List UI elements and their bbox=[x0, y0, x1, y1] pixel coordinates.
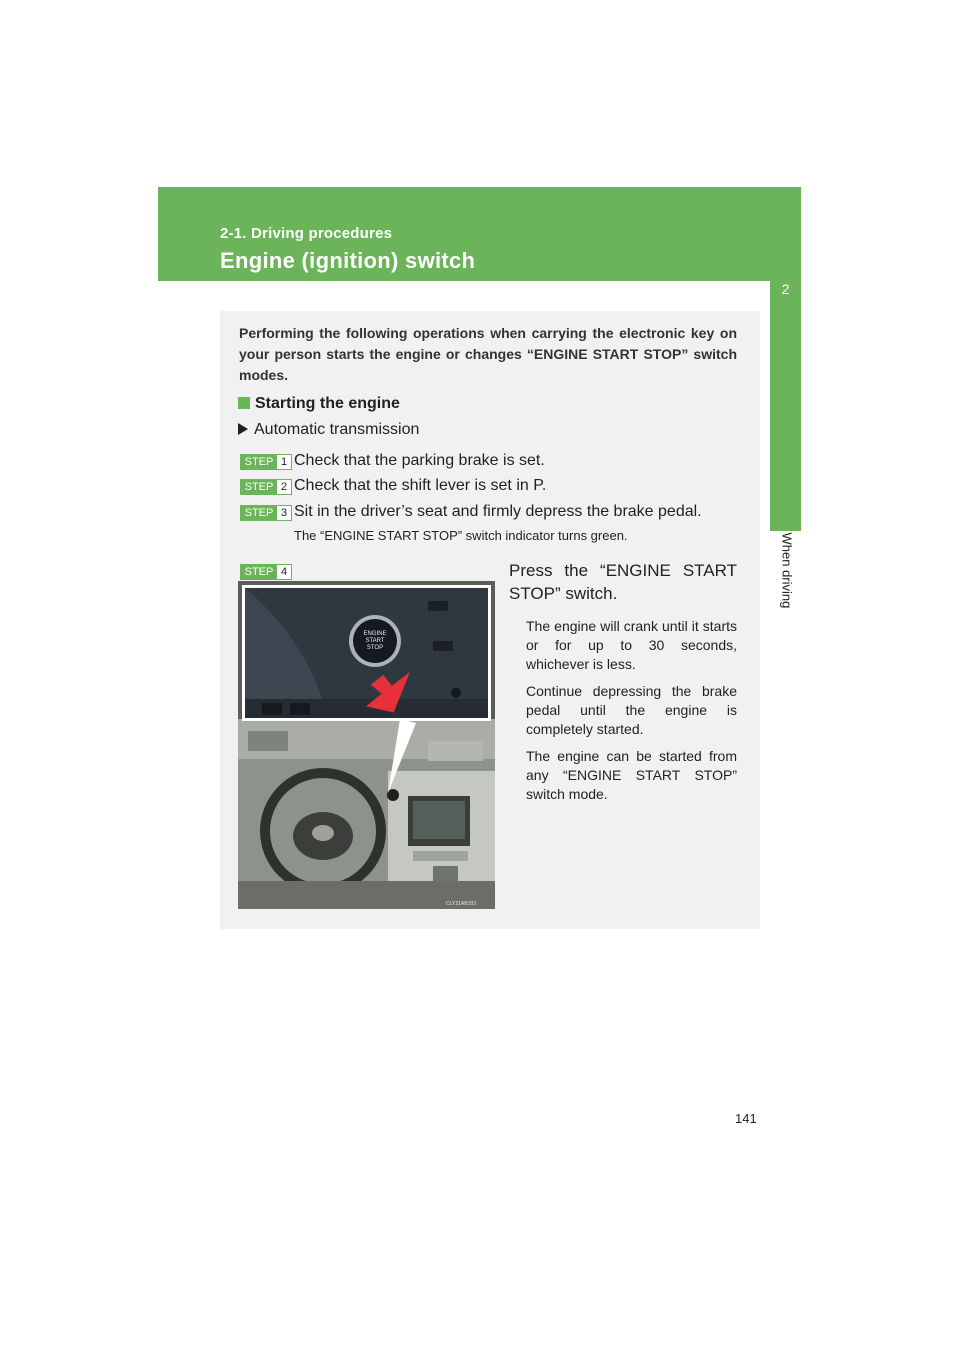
chapter-tab bbox=[770, 281, 801, 531]
page-number: 141 bbox=[735, 1111, 757, 1126]
subhead bbox=[238, 395, 400, 413]
chapter-number: 2 bbox=[781, 281, 790, 297]
step-4-note-1: The engine will crank until it starts or for up to 30 seconds, whichever is less. bbox=[526, 618, 737, 672]
illustration-code: CLY21AB193 bbox=[446, 901, 476, 907]
step-2-text: Check that the shift lever is set in P. bbox=[294, 477, 547, 494]
step-4-note-2: Continue depressing the brake pedal until the engine is completely started. bbox=[526, 683, 737, 737]
button-label-start: START bbox=[365, 638, 385, 644]
subhead-text: Starting the engine bbox=[255, 395, 400, 412]
button-label-stop: STOP bbox=[366, 645, 384, 651]
step-badge-4: STEP 4 bbox=[240, 564, 292, 580]
transmission-bullet bbox=[238, 421, 419, 439]
chapter-label bbox=[772, 532, 802, 658]
bullet-text: Automatic transmission bbox=[254, 421, 420, 438]
step-3-text: Sit in the driver’s seat and firmly depress the brake pedal. bbox=[294, 503, 702, 520]
step-1-text: Check that the parking brake is set. bbox=[294, 452, 545, 469]
chapter-label-text: When driving bbox=[779, 532, 795, 609]
step-badge-2: STEP 2 bbox=[240, 479, 292, 495]
step-badge-1: STEP 1 bbox=[240, 454, 292, 470]
section-label: 2-1. Driving procedures bbox=[220, 225, 393, 242]
step-badge-3: STEP 3 bbox=[240, 505, 292, 521]
page-title: Engine (ignition) switch bbox=[220, 248, 476, 273]
dashboard-illustration-svg bbox=[238, 581, 495, 909]
button-label-engine: ENGINE bbox=[363, 631, 387, 637]
intro-text: Performing the following operations when carrying the electronic key on your person starts the engine or changes “ENGINE START STOP” switch modes. bbox=[239, 325, 737, 383]
triangle-bullet-icon bbox=[238, 423, 248, 435]
step-3-note: The “ENGINE START STOP” switch indicator turns green. bbox=[294, 528, 628, 543]
content-panel bbox=[220, 311, 760, 929]
step-4-note-3: The engine can be started from any “ENGINE START STOP” switch mode. bbox=[526, 748, 737, 802]
square-bullet-icon bbox=[238, 397, 250, 409]
step-4-notes bbox=[526, 617, 737, 812]
section-header bbox=[158, 187, 801, 281]
step-4-text: Press the “ENGINE START STOP” switch. bbox=[509, 561, 737, 603]
dashboard-illustration bbox=[238, 581, 495, 909]
